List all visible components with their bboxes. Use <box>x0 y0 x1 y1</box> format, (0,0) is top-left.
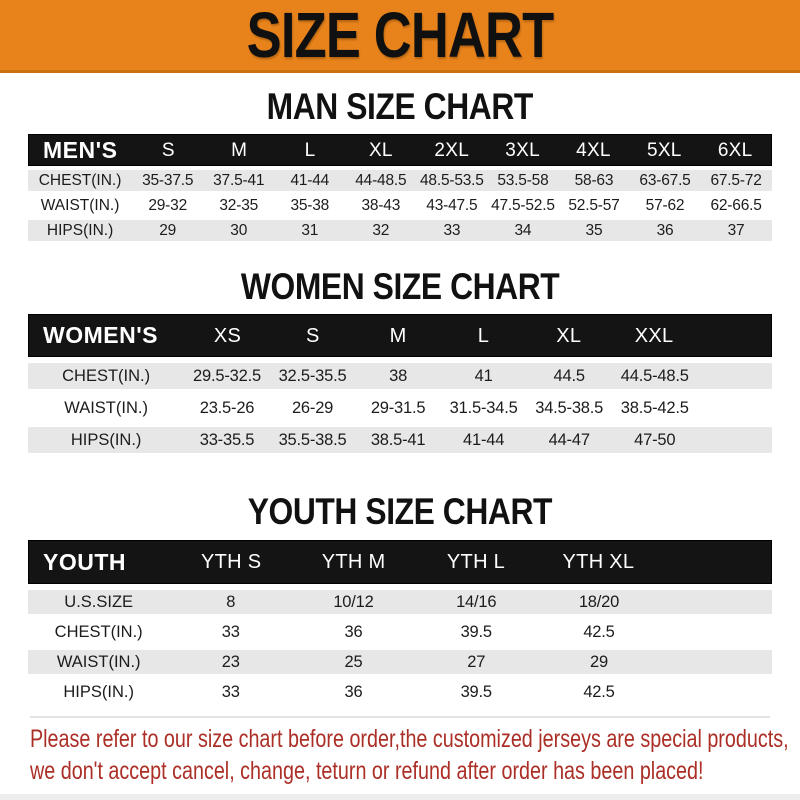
footer-note <box>30 723 800 787</box>
column-header: YTH XL <box>562 551 635 573</box>
cell-value: 33 <box>443 221 461 239</box>
cell-value: 33 <box>221 682 240 701</box>
cell-value: 35.5-38.5 <box>278 430 347 449</box>
column-header: M <box>389 324 407 347</box>
table-row <box>28 680 772 704</box>
table-row <box>28 620 772 644</box>
cell-value: 44-48.5 <box>355 171 407 189</box>
size-chart-banner <box>0 0 800 73</box>
cell-value: 8 <box>226 592 236 611</box>
table-header-row <box>28 134 772 166</box>
banner-title: SIZE CHART <box>246 0 554 71</box>
men-size-table <box>28 134 772 241</box>
cell-value: 47-50 <box>634 430 676 449</box>
cell-value: 44-47 <box>548 430 590 449</box>
table-row <box>28 590 772 614</box>
table-header-row <box>28 314 772 357</box>
cell-value: 41-44 <box>290 171 330 189</box>
cell-value: 35-38 <box>290 196 330 214</box>
cell-value: 62-66.5 <box>710 196 762 214</box>
bottom-strip <box>0 794 800 800</box>
column-header: S <box>161 139 175 161</box>
cell-value: 27 <box>467 652 486 671</box>
section-title-man <box>0 88 800 125</box>
column-header: 5XL <box>646 139 682 161</box>
section-title-women <box>0 268 800 305</box>
cell-value: 10/12 <box>333 592 374 611</box>
cell-value: 25 <box>344 652 363 671</box>
cell-value: 29 <box>159 221 177 239</box>
section-title-man-text: MAN SIZE CHART <box>266 86 534 127</box>
column-header: S <box>305 324 320 347</box>
column-header: 3XL <box>505 139 540 161</box>
cell-value: 26-29 <box>291 398 334 417</box>
column-header: XS <box>213 324 242 347</box>
cell-value: 38-43 <box>361 196 401 214</box>
column-header: L <box>477 324 490 347</box>
row-label: WAIST(IN.) <box>56 652 141 671</box>
cell-value: 44.5-48.5 <box>620 366 689 385</box>
table-header-label: YOUTH <box>43 548 126 575</box>
table-header-label: WOMEN'S <box>43 322 159 348</box>
cell-value: 29.5-32.5 <box>193 366 261 385</box>
cell-value: 37 <box>727 221 745 239</box>
cell-value: 37.5-41 <box>213 171 265 189</box>
cell-value: 41-44 <box>463 430 505 449</box>
cell-value: 38 <box>389 366 408 385</box>
table-header-label: MEN'S <box>43 136 118 163</box>
cell-value: 32-35 <box>219 196 259 214</box>
cell-value: 35 <box>585 221 603 239</box>
column-header: 6XL <box>717 139 753 161</box>
cell-value: 39.5 <box>460 682 492 701</box>
cell-value: 33-35.5 <box>199 430 255 449</box>
cell-value: 38.5-42.5 <box>620 398 689 417</box>
row-label: HIPS(IN.) <box>46 221 114 239</box>
row-label: U.S.SIZE <box>64 592 134 611</box>
cell-value: 33 <box>221 622 240 641</box>
cell-value: 31.5-34.5 <box>449 398 518 417</box>
cell-value: 58-63 <box>574 171 614 189</box>
table-row <box>28 195 772 216</box>
cell-value: 44.5 <box>553 366 585 385</box>
cell-value: 32.5-35.5 <box>278 366 347 385</box>
cell-value: 63-67.5 <box>639 171 691 189</box>
row-label: CHEST(IN.) <box>38 171 122 189</box>
cell-value: 38.5-41 <box>370 430 426 449</box>
footer-line-2: we don't accept cancel, change, teturn or refund after order has been placed! <box>30 757 704 785</box>
column-header: XXL <box>634 324 674 347</box>
column-header: YTH M <box>321 551 386 573</box>
footer-line-1: Please refer to our size chart before order,the customized jerseys are special products, <box>30 725 789 753</box>
cell-value: 39.5 <box>460 622 492 641</box>
column-header: 2XL <box>434 139 470 161</box>
column-header: YTH S <box>200 551 262 573</box>
cell-value: 67.5-72 <box>710 171 762 189</box>
cell-value: 36 <box>344 682 363 701</box>
cell-value: 23 <box>221 652 240 671</box>
divider <box>30 716 770 718</box>
section-title-women-text: WOMEN SIZE CHART <box>240 266 560 307</box>
cell-value: 53.5-58 <box>497 171 549 189</box>
section-title-youth <box>0 493 800 530</box>
cell-value: 29-32 <box>148 196 187 214</box>
cell-value: 14/16 <box>456 592 497 611</box>
cell-value: 23.5-26 <box>199 398 255 417</box>
cell-value: 36 <box>656 221 674 239</box>
row-label: HIPS(IN.) <box>63 682 134 701</box>
cell-value: 47.5-52.5 <box>491 196 555 214</box>
cell-value: 42.5 <box>583 622 615 641</box>
cell-value: 36 <box>344 622 363 641</box>
cell-value: 29 <box>590 652 608 671</box>
cell-value: 31 <box>301 221 319 239</box>
cell-value: 30 <box>230 221 248 239</box>
cell-value: 32 <box>372 221 390 239</box>
table-row <box>28 363 772 389</box>
cell-value: 35-37.5 <box>142 171 194 189</box>
row-label: WAIST(IN.) <box>40 196 120 214</box>
column-header: XL <box>556 324 582 347</box>
youth-size-table <box>28 540 772 704</box>
column-header: M <box>231 139 248 161</box>
cell-value: 41 <box>474 366 493 385</box>
cell-value: 18/20 <box>578 592 620 611</box>
column-header: 4XL <box>576 139 611 161</box>
table-row <box>28 427 772 453</box>
column-header: L <box>304 139 316 161</box>
column-header: XL <box>368 139 393 161</box>
cell-value: 34.5-38.5 <box>535 398 604 417</box>
table-row <box>28 220 772 241</box>
table-row <box>28 395 772 421</box>
row-label: CHEST(IN.) <box>62 366 151 385</box>
row-label: WAIST(IN.) <box>64 398 148 417</box>
cell-value: 57-62 <box>645 196 685 214</box>
cell-value: 48.5-53.5 <box>420 171 484 189</box>
cell-value: 42.5 <box>583 682 615 701</box>
cell-value: 43-47.5 <box>426 196 478 214</box>
row-label: HIPS(IN.) <box>70 430 142 449</box>
column-header: YTH L <box>446 551 506 573</box>
women-size-table <box>28 314 772 453</box>
section-title-youth-text: YOUTH SIZE CHART <box>247 491 553 532</box>
table-row <box>28 650 772 674</box>
table-header-row <box>28 540 772 584</box>
cell-value: 34 <box>514 221 532 239</box>
row-label: CHEST(IN.) <box>54 622 143 641</box>
table-row <box>28 170 772 191</box>
cell-value: 29-31.5 <box>370 398 426 417</box>
cell-value: 52.5-57 <box>568 196 620 214</box>
